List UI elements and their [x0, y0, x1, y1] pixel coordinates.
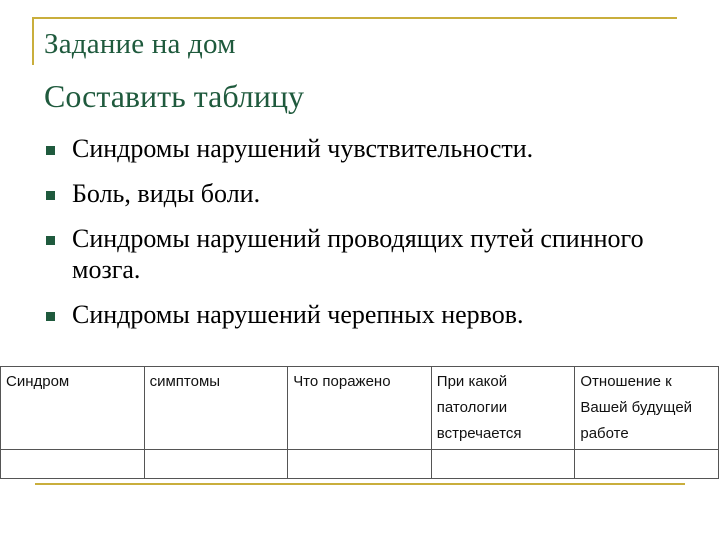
bullet-item	[46, 178, 686, 209]
bullet-text: Синдромы нарушений проводящих путей спинного мозга.	[72, 224, 644, 284]
bullet-text: Синдромы нарушений черепных нервов.	[72, 300, 524, 329]
slide-subtitle: Составить таблицу	[44, 78, 305, 114]
table-cell	[1, 450, 145, 479]
header-symptoms: симптомы	[144, 367, 288, 450]
table-cell	[144, 450, 288, 479]
table-header-row	[1, 367, 719, 450]
square-bullet-icon	[46, 146, 55, 155]
square-bullet-icon	[46, 236, 55, 245]
table-cell	[431, 450, 575, 479]
slide-title: Задание на дом	[44, 28, 236, 60]
bullet-text: Боль, виды боли.	[72, 179, 261, 208]
bottom-decorative-rule	[35, 483, 685, 485]
bullet-item	[46, 299, 686, 330]
top-decorative-rule	[32, 17, 677, 19]
square-bullet-icon	[46, 312, 55, 321]
homework-table	[0, 366, 719, 479]
bullet-list	[46, 133, 686, 344]
header-syndrome: Синдром	[1, 367, 145, 450]
table-row	[1, 450, 719, 479]
square-bullet-icon	[46, 191, 55, 200]
bullet-item	[46, 133, 686, 164]
table-cell	[288, 450, 432, 479]
bullet-item	[46, 223, 686, 285]
bullet-text: Синдромы нарушений чувствительности.	[72, 134, 534, 163]
side-decorative-rule	[32, 17, 34, 65]
header-relation-to-work: Отношение к Вашей будущей работе	[575, 367, 719, 450]
header-pathology: При какой патологии встречается	[431, 367, 575, 450]
table-cell	[575, 450, 719, 479]
header-affected: Что поражено	[288, 367, 432, 450]
